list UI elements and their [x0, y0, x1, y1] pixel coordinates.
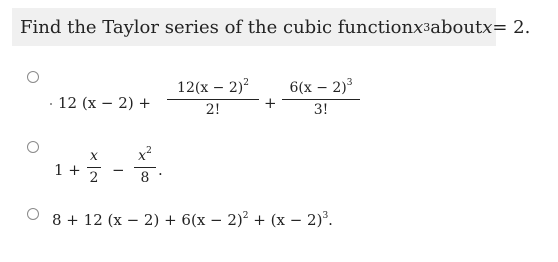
option-2-lead: 1 +	[54, 161, 81, 179]
question-prefix: Find the Taylor series of the cubic function	[20, 16, 414, 38]
dot-marker	[50, 103, 52, 105]
option-2-fraction-1-numerator: x	[90, 148, 98, 164]
option-3-expression	[52, 211, 333, 229]
question-func-exp: 3	[423, 20, 431, 34]
question-middle: about	[430, 16, 483, 38]
option-1-term-1: 12 (x − 2) +	[58, 94, 152, 112]
option-2-minus: −	[112, 161, 125, 179]
question-about-var: x	[482, 16, 493, 38]
question-text	[12, 8, 531, 46]
radio-button-option-2[interactable]	[27, 141, 39, 153]
option-2-trail: .	[158, 161, 163, 179]
option-1-fraction-1	[167, 75, 259, 119]
option-2-fraction-2	[134, 143, 156, 187]
option-1-fraction-2	[282, 75, 360, 119]
option-3-exp-1: 2	[242, 211, 249, 221]
question-about-val: = 2.	[492, 16, 531, 38]
option-1-plus: +	[264, 94, 277, 112]
option-1-fraction-2-denominator: 3!	[313, 102, 329, 118]
option-2-fraction-1-denominator: 2	[89, 170, 99, 186]
option-3-exp-2: 3	[322, 211, 329, 221]
option-1-fraction-1-denominator: 2!	[205, 102, 221, 118]
option-1-fraction-2-numerator: $6(x - 2)^3$	[289, 78, 353, 96]
radio-button-option-3[interactable]	[27, 208, 39, 220]
question-func-var: x	[413, 16, 424, 38]
option-1-fraction-1-numerator: $12(x - 2)^2$	[177, 78, 249, 96]
option-3-part-2: + (x − 2)	[248, 211, 323, 229]
option-2-fraction-2-numerator: $x^2$	[138, 146, 152, 164]
option-3-trail: .	[328, 211, 333, 229]
option-2-fraction-1	[87, 148, 101, 187]
option-3-part-1: 8 + 12 (x − 2) + 6(x − 2)	[52, 211, 243, 229]
option-2-fraction-2-denominator: 8	[140, 170, 150, 186]
radio-button-option-1[interactable]	[27, 71, 39, 83]
